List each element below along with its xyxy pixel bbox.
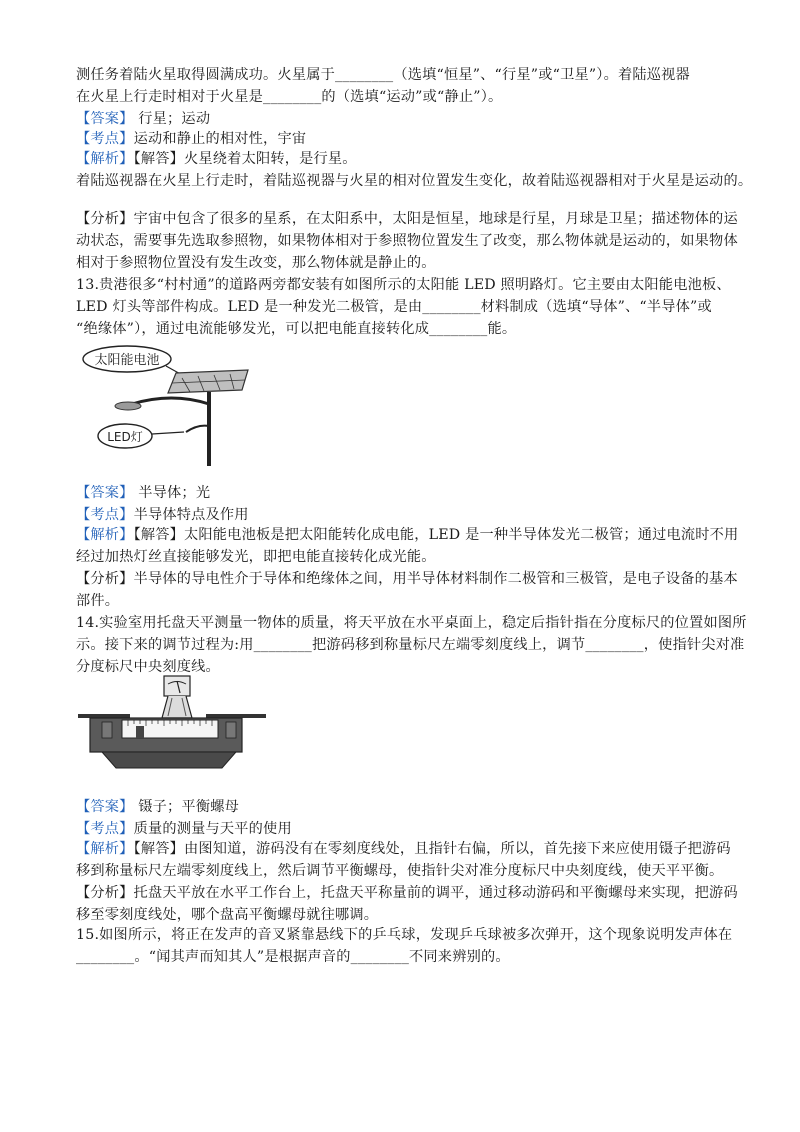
led-head	[115, 402, 141, 410]
q12-fenxi-line-1: 【分析】宇宙中包含了很多的星系，在太阳系中，太阳是恒星，地球是行星，月球是卫星；描述物体的运	[76, 211, 738, 227]
q13-analysis-line-2: 经过加热灯丝直接能够发光，即把电能直接转化成光能。	[76, 549, 436, 565]
point-tag: 【考点】	[76, 131, 134, 147]
analysis-text: 【解答】太阳能电池板是把太阳能转化成电能，LED 是一种半导体发光二极管；通过电流时不用	[133, 527, 739, 543]
answer-tag: 【答案】	[76, 799, 134, 815]
rider-weight	[136, 726, 144, 738]
q13-analysis	[76, 524, 738, 546]
point-text: 质量的测量与天平的使用	[133, 821, 292, 837]
q14-answer	[76, 796, 239, 818]
q14-text-line-3: 分度标尺中央刻度线。	[76, 659, 220, 675]
answer-text: 镊子；平衡螺母	[133, 799, 239, 815]
q12-text-line-2: 在火星上行走时相对于火星是________的（选填“运动”或“静止”）。	[76, 89, 503, 105]
q14-analysis	[76, 838, 731, 860]
point-text: 半导体特点及作用	[133, 507, 249, 523]
q13-point	[76, 504, 249, 526]
q13-text-line-2: LED 灯头等部件构成。LED 是一种发光二极管，是由________材料制成（选填“导体”、“半导体”或	[76, 299, 712, 315]
analysis-tag: 【解析】	[76, 151, 134, 167]
answer-text: 半导体；光	[133, 485, 211, 501]
q14-fenxi-line-1: 【分析】托盘天平放在水平工作台上，托盘天平称量前的调平，通过移动游码和平衡螺母来实现，把游码	[76, 885, 738, 901]
q12-answer	[76, 108, 210, 130]
balance-foot	[102, 752, 236, 768]
q12-fenxi-line-2: 动状态，需要事先选取参照物，如果物体相对于参照物位置发生了改变，那么物体就是运动的，如果物体	[76, 233, 738, 249]
q14-point	[76, 818, 292, 840]
analysis-tag: 【解析】	[76, 527, 134, 543]
q15-text-line-1: 15.如图所示，将正在发声的音叉紧靠悬线下的乒乓球，发现乒乓球被多次弹开，这个现象说明发声体在	[76, 927, 733, 943]
analysis-text: 【解答】火星绕着太阳转，是行星。	[133, 151, 357, 167]
q14-analysis-line-2: 移到称量标尺左端零刻度线上，然后调节平衡螺母，使指针尖对准分度标尺中央刻度线，使天平平衡。	[76, 863, 724, 879]
q13-text-line-1: 13.贵港很多“村村通”的道路两旁都安装有如图所示的太阳能 LED 照明路灯。它主要由太阳能电池板、	[76, 277, 731, 293]
q12-analysis	[76, 148, 357, 170]
answer-tag: 【答案】	[76, 111, 134, 127]
lamp-arm	[132, 398, 209, 404]
q15-text-line-2: ________。“闻其声而知其人”是根据声音的________不同来辨别的。	[76, 949, 510, 965]
panel-callout-label: 太阳能电池	[94, 353, 160, 368]
answer-tag: 【答案】	[76, 485, 134, 501]
point-tag: 【考点】	[76, 821, 134, 837]
solar-led-lamp-figure	[80, 340, 260, 472]
q13-answer	[76, 482, 210, 504]
q14-text-line-2: 示。接下来的调节过程为:用________把游码移到称量标尺左端零刻度线上，调节________，使指针尖对准	[76, 637, 745, 653]
q12-fenxi-line-3: 相对于参照物位置没有发生改变，那么物体就是静止的。	[76, 255, 436, 271]
point-tag: 【考点】	[76, 507, 134, 523]
q13-text-line-3: “绝缘体”），通过电流能够发光，可以把电能直接转化成________能。	[76, 321, 517, 337]
right-balance-nut	[226, 722, 236, 738]
answer-text: 行星；运动	[133, 111, 211, 127]
analysis-tag: 【解析】	[76, 841, 134, 857]
balance-scale-figure	[76, 674, 276, 770]
analysis-text: 【解答】由图知道，游码没有在零刻度线处，且指针右偏，所以，首先接下来应使用镊子把游码	[133, 841, 731, 857]
q14-fenxi-line-2: 移至零刻度线处，哪个盘高平衡螺母就往哪调。	[76, 907, 379, 923]
q12-analysis-line-2: 着陆巡视器在火星上行走时，着陆巡视器与火星的相对位置发生变化，故着陆巡视器相对于火星是运动的。	[76, 173, 753, 189]
led-callout-label: LED灯	[107, 430, 143, 444]
q12-text-line-1: 测任务着陆火星取得圆满成功。火星属于________（选填“恒星”、“行星”或“卫星”）。着陆巡视器	[76, 67, 690, 83]
point-text: 运动和静止的相对性，宇宙	[133, 131, 307, 147]
pointer-scale-box	[164, 676, 190, 696]
left-balance-nut	[102, 722, 112, 738]
q13-fenxi-line-2: 部件。	[76, 593, 120, 609]
q13-fenxi-line-1: 【分析】半导体的导电性介于导体和绝缘体之间，用半导体材料制作二极管和三极管，是电子设备的基本	[76, 571, 738, 587]
q14-text-line-1: 14.实验室用托盘天平测量一物体的质量，将天平放在水平桌面上，稳定后指针指在分度标尺的位置如图所	[76, 615, 747, 631]
q12-point	[76, 128, 306, 150]
